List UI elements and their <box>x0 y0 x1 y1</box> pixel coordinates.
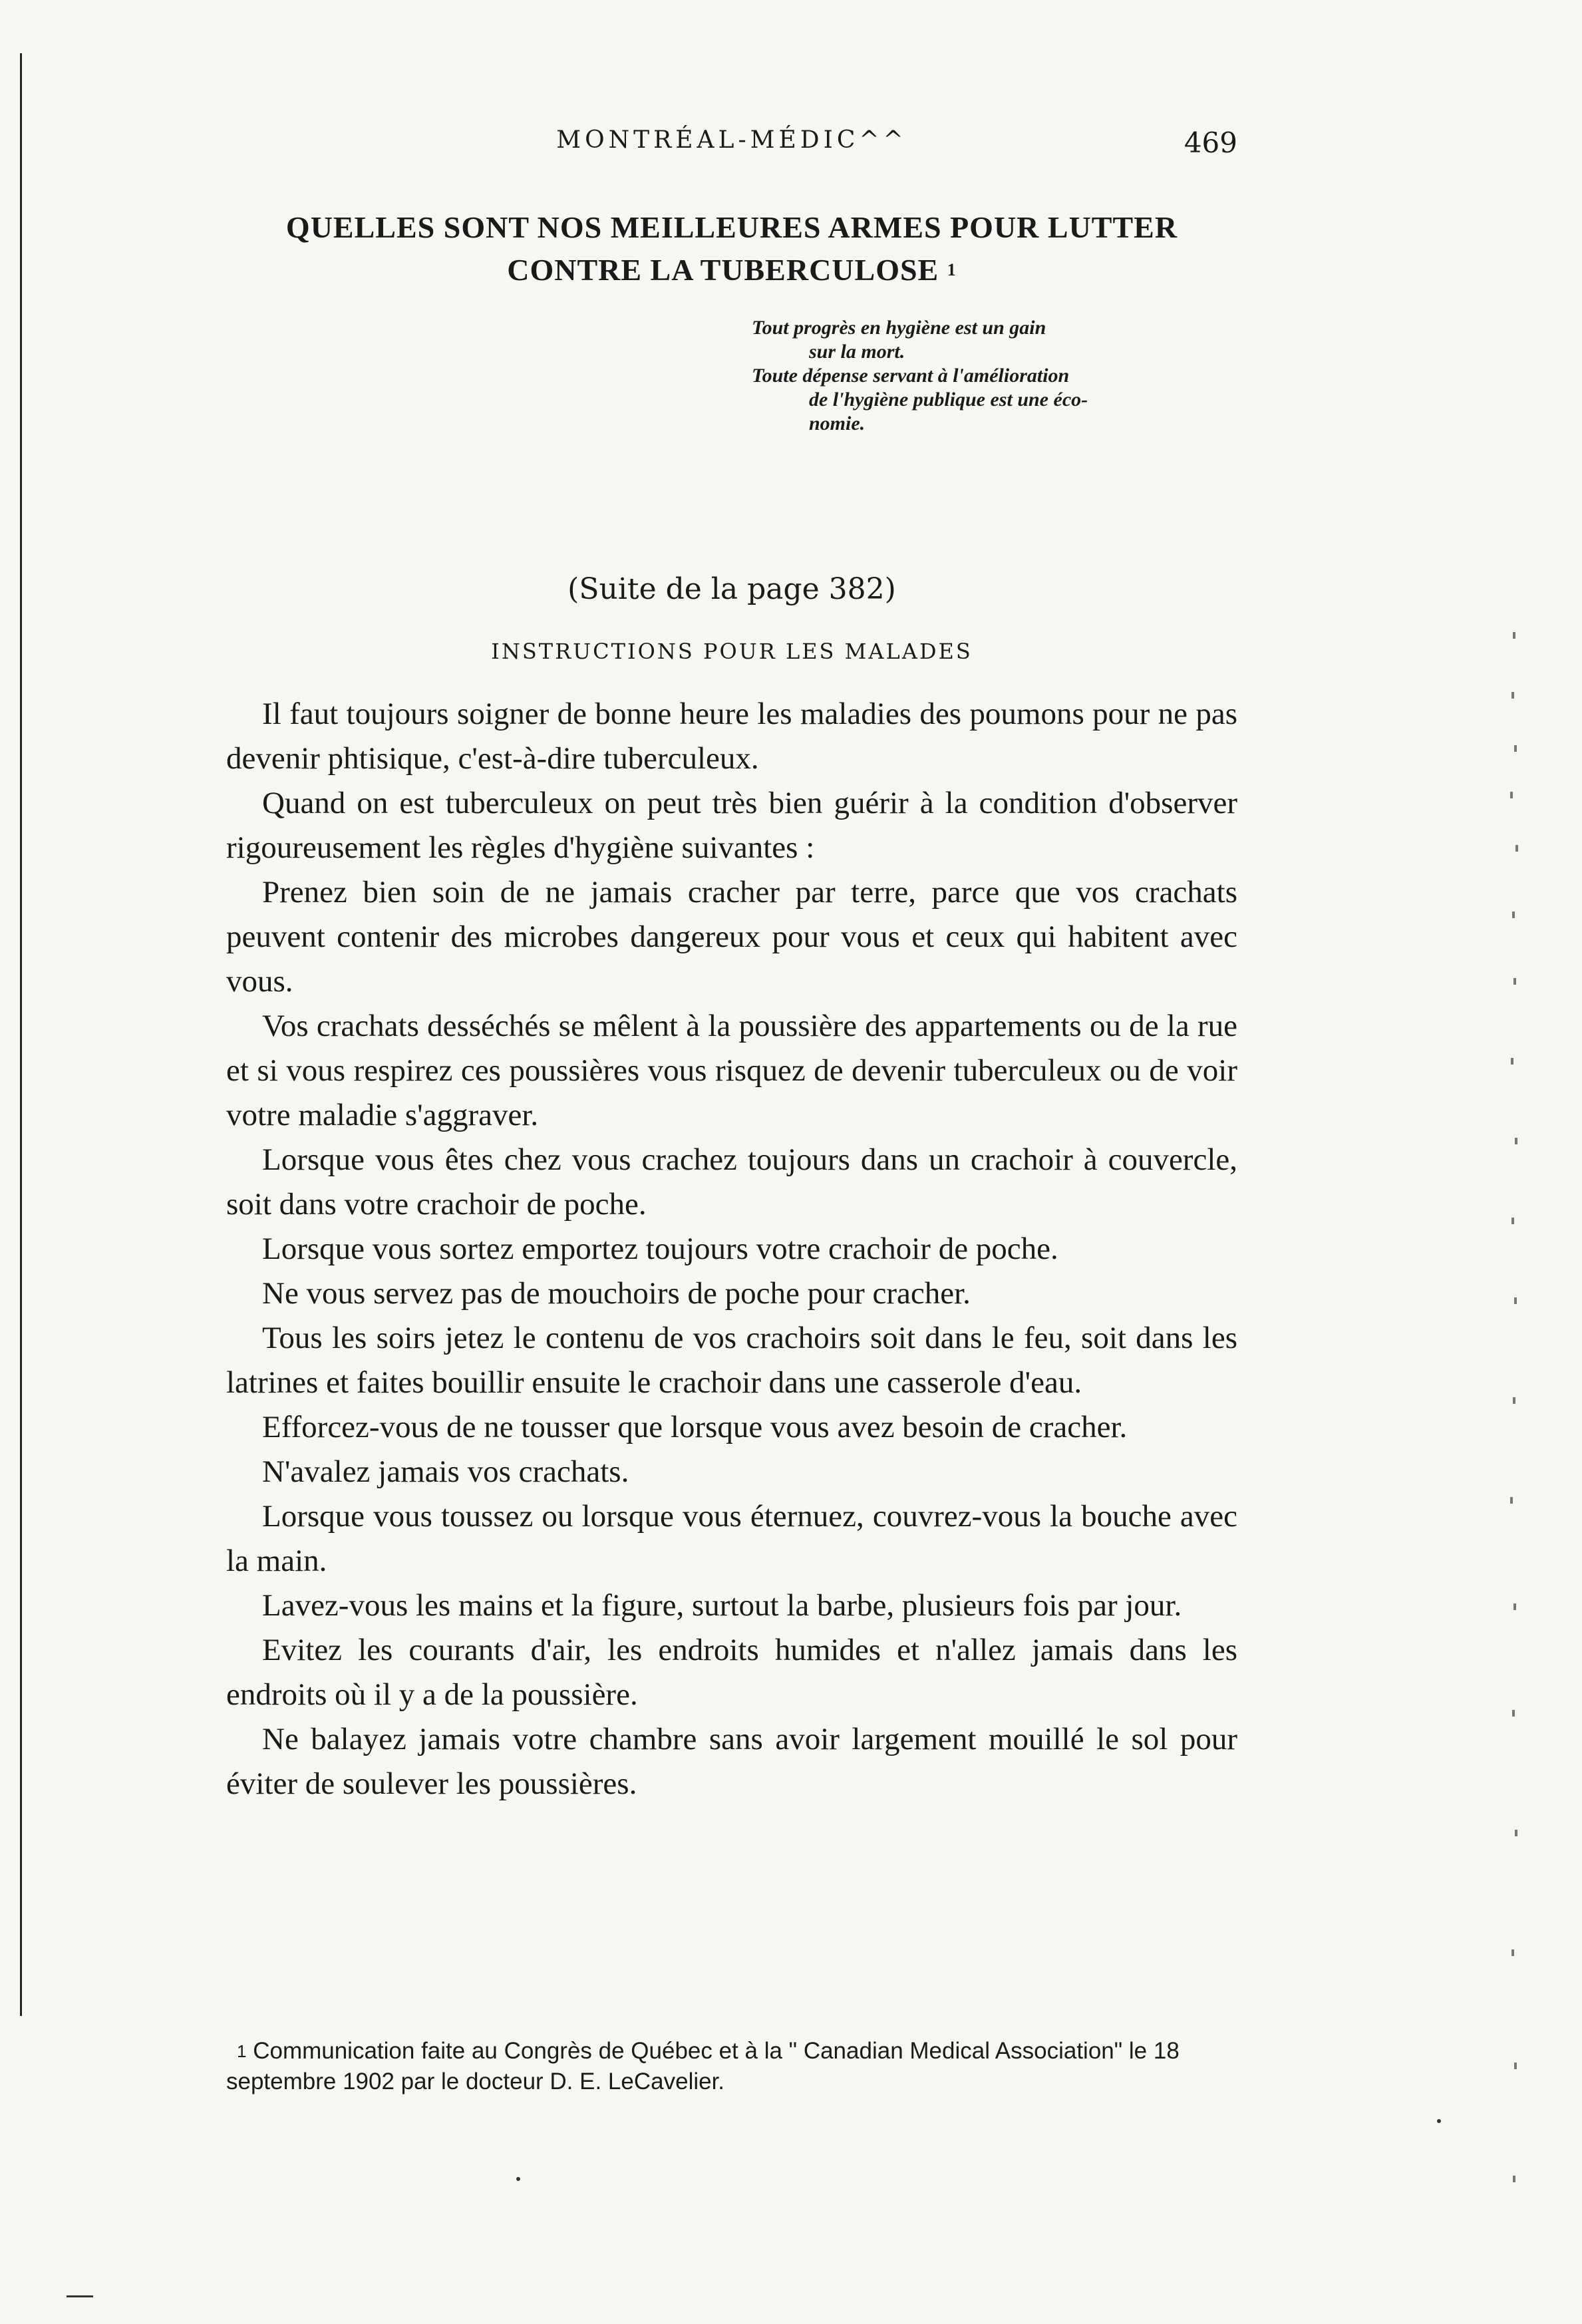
scan-corner-mark <box>67 2295 93 2297</box>
section-heading: INSTRUCTIONS POUR LES MALADES <box>491 639 973 664</box>
paragraph: Quand on est tuberculeux on peut très bien guérir à la condition d'observer rigoureusement les règles d'hygiène suivantes : <box>226 786 1237 865</box>
epigraph-line: Tout progrès en hygiène est un gain <box>752 317 1046 339</box>
paragraph: Il faut toujours soigner de bonne heure les maladies des poumons pour ne pas devenir phtisique, c'est-à-dire tuberculeux. <box>226 697 1237 776</box>
epigraph-line: nomie. <box>809 413 866 434</box>
epigraph <box>752 316 1237 436</box>
paragraph: Lavez-vous les mains et la figure, surtout la barbe, plusieurs fois par jour. <box>262 1588 1182 1623</box>
footnote-marker: 1 <box>947 260 957 279</box>
running-head <box>226 126 1237 166</box>
paragraph: Ne balayez jamais votre chambre sans avoir largement mouillé le sol pour éviter de soulever les poussières. <box>226 1722 1237 1801</box>
paragraph: Prenez bien soin de ne jamais cracher par terre, parce que vos crachats peuvent contenir des microbes dangereux pour vous et ceux qui habitent avec vous. <box>226 875 1237 999</box>
paragraph: Efforcez-vous de ne tousser que lorsque vous avez besoin de cracher. <box>262 1410 1128 1444</box>
continuation-note: (Suite de la page 382) <box>567 572 896 606</box>
running-title: MONTRÉAL-MÉDIC^^ <box>556 126 907 154</box>
paragraph: Tous les soirs jetez le contenu de vos crachoirs soit dans le feu, soit dans les latrines et faites bouillir ensuite le crachoir dans une casserole d'eau. <box>226 1321 1237 1400</box>
epigraph-line: de l'hygiène publique est une éco- <box>809 389 1088 411</box>
body-text <box>226 692 1237 1806</box>
paragraph: Ne vous servez pas de mouchoirs de poche pour cracher. <box>262 1276 971 1311</box>
article-title <box>226 206 1237 291</box>
paragraph: Lorsque vous toussez ou lorsque vous éternuez, couvrez-vous la bouche avec la main. <box>226 1499 1237 1578</box>
footnote-number: 1 <box>237 2041 247 2061</box>
title-line: QUELLES SONT NOS MEILLEURES ARMES POUR LUTTER <box>285 210 1178 244</box>
paragraph: Lorsque vous êtes chez vous crachez toujours dans un crachoir à couvercle, soit dans votre crachoir de poche. <box>226 1142 1237 1222</box>
epigraph-line: Toute dépense servant à l'amélioration <box>752 365 1070 387</box>
paragraph: N'avalez jamais vos crachats. <box>262 1454 629 1489</box>
paragraph: Lorsque vous sortez emportez toujours votre crachoir de poche. <box>262 1232 1058 1266</box>
title-line: CONTRE LA TUBERCULOSE $^1$ <box>507 253 957 287</box>
epigraph-line: sur la mort. <box>809 341 905 363</box>
scan-margin-dots <box>1510 632 1537 2295</box>
page-number: 469 <box>1184 126 1237 159</box>
scan-margin-rule <box>20 53 22 2016</box>
paragraph: Vos crachats desséchés se mêlent à la poussière des appartements ou de la rue et si vous respirez ces poussières vous risquez de devenir tuberculeux ou de voir votre maladie s'aggraver. <box>226 1009 1237 1132</box>
document-page <box>226 113 1237 2242</box>
scan-speck <box>1437 2119 1441 2123</box>
paragraph: Evitez les courants d'air, les endroits humides et n'allez jamais dans les endroits où il y a de la poussière. <box>226 1633 1237 1712</box>
footnote <box>226 2036 1237 2097</box>
footnote-text: Communication faite au Congrès de Québec et à la " Canadian Medical Association" le 18 septembre 1902 par le docteur D. E. LeCavelier. <box>226 2038 1180 2094</box>
